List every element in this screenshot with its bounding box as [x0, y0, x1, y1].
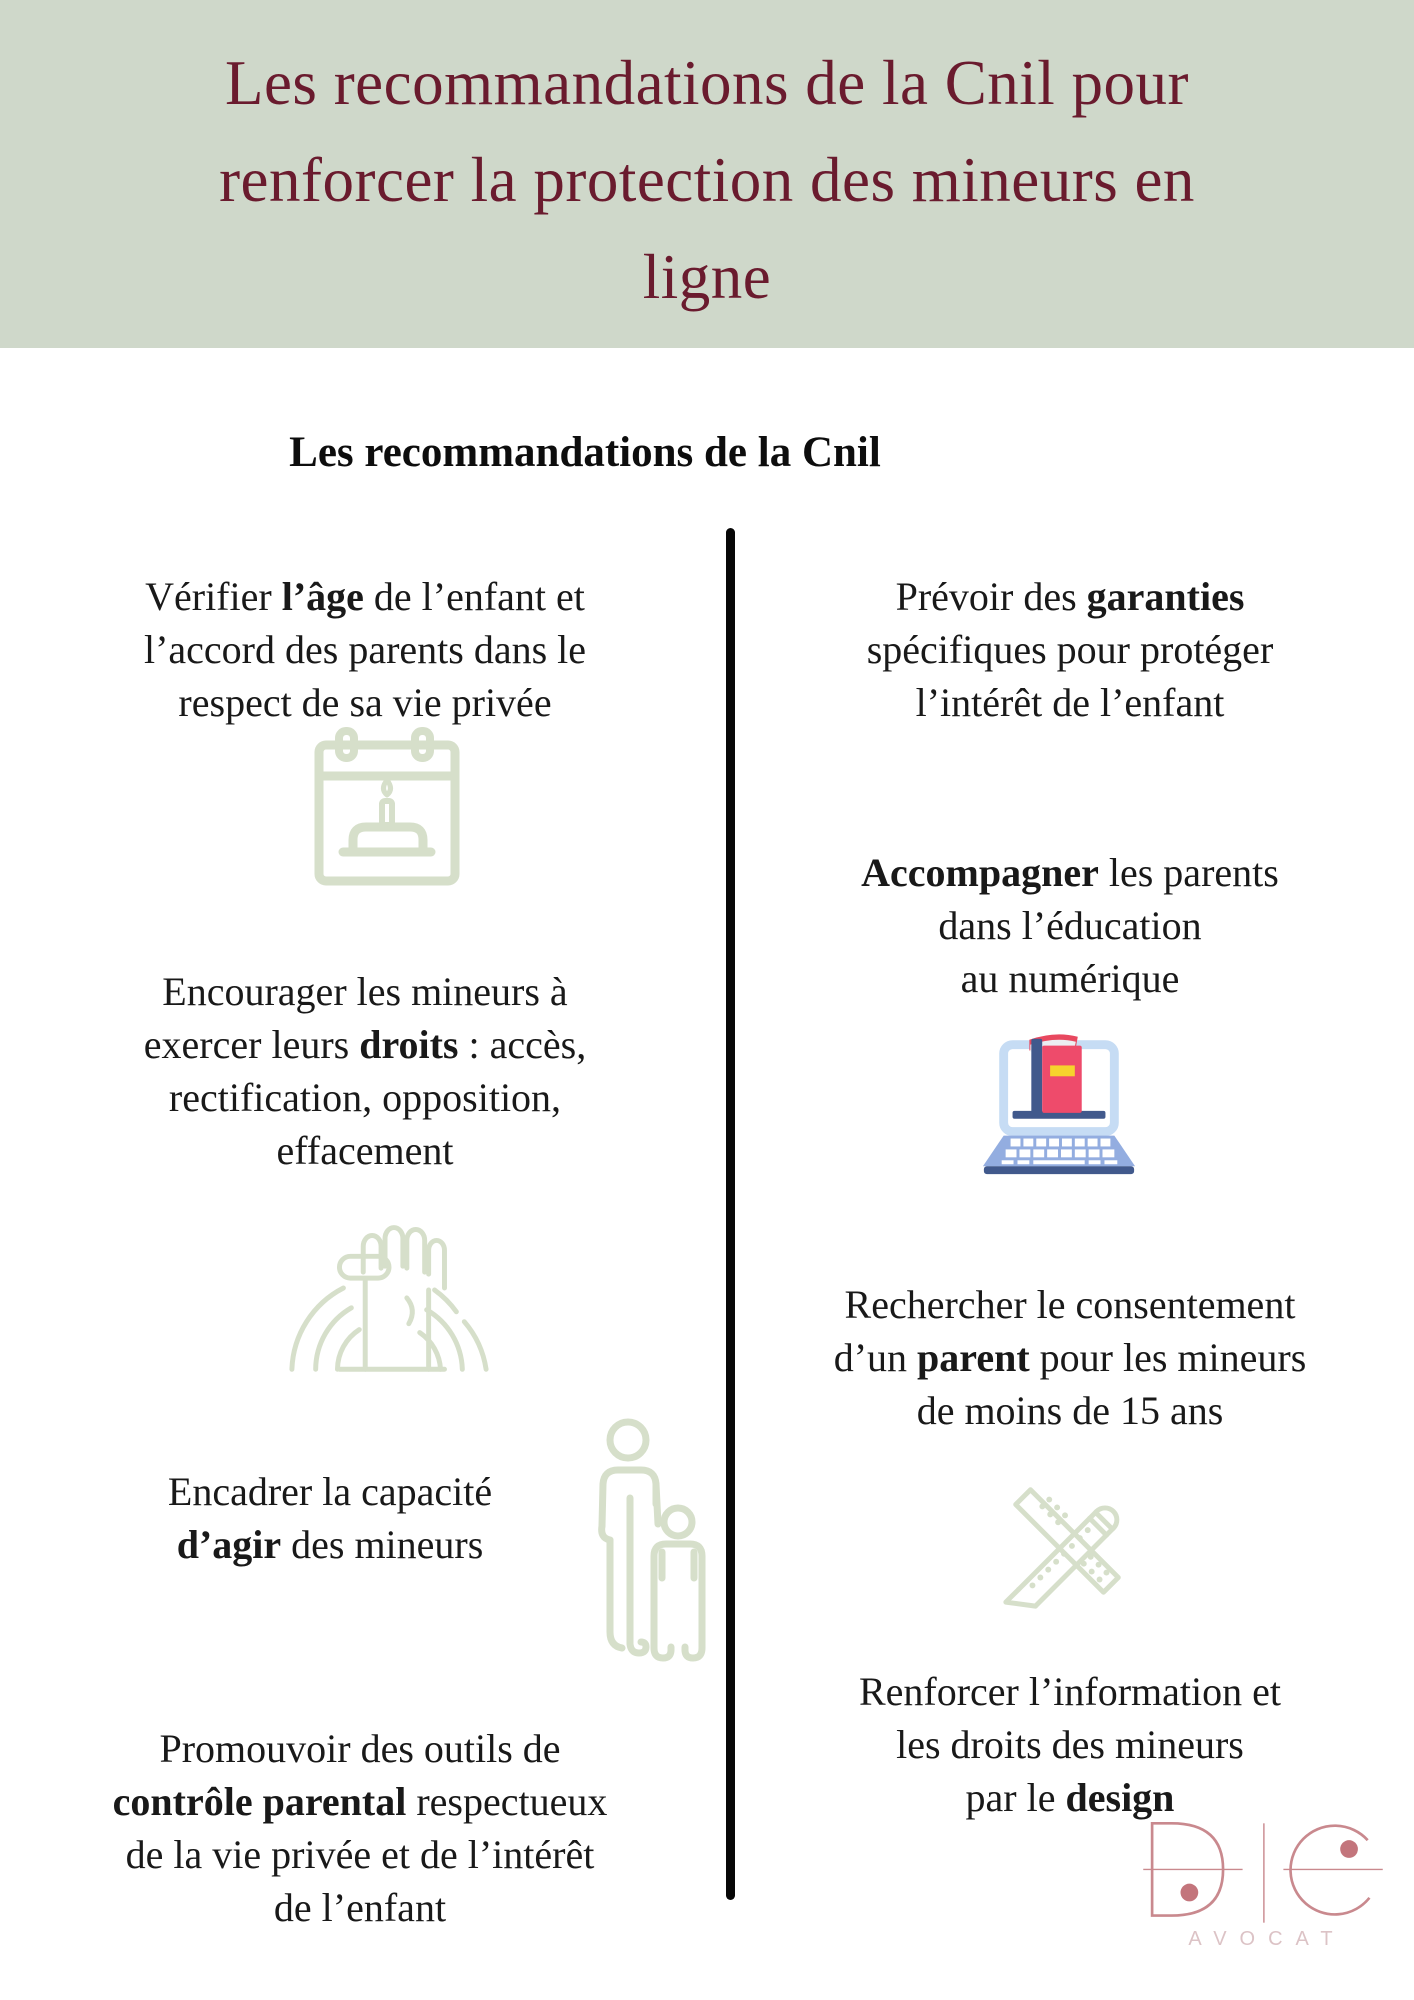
raised-fist-icon	[280, 1202, 498, 1374]
section-subtitle: Les recommandations de la Cnil	[289, 428, 881, 476]
recommendation-exercise-rights: Encourager les mineurs à exercer leurs droits : accès, rectification, opposition, effacement	[143, 969, 587, 1173]
recommendation-parental-consent: Rechercher le consentement d’un parent pour les mineurs de moins de 15 ans	[833, 1282, 1307, 1433]
recommendation-support-parents: Accompagner les parents dans l’éducation au numérique	[861, 850, 1279, 1001]
page-title: Les recommandations de la Cnil pour renforcer la protection des mineurs en ligne	[219, 47, 1195, 312]
parent-child-icon	[590, 1418, 708, 1666]
recommendation-capacity-to-act: Encadrer la capacité d’agir des mineurs	[167, 1469, 493, 1567]
dc-avocat-logo	[1128, 1818, 1398, 1928]
recommendation-parental-control-tools: Promouvoir des outils de contrôle parental respectueux de la vie privée et de l’intérêt de l’enfant	[112, 1726, 608, 1930]
recommendation-rights-by-design: Renforcer l’information et les droits des mineurs par le design	[858, 1669, 1282, 1820]
pencil-ruler-icon	[993, 1466, 1141, 1616]
logo-caption: AVOCAT	[1188, 1928, 1346, 1950]
laptop-book-icon	[975, 1018, 1143, 1182]
banner	[0, 0, 1414, 348]
logo-dot-right	[1340, 1840, 1358, 1858]
recommendation-verify-age: Vérifier l’âge de l’enfant et l’accord des parents dans le respect de sa vie privée	[143, 574, 587, 725]
recommendation-specific-guarantees: Prévoir des garanties spécifiques pour protéger l’intérêt de l’enfant	[866, 574, 1274, 725]
column-divider	[726, 528, 735, 1900]
logo-dot-left	[1181, 1884, 1199, 1902]
birthday-calendar-icon	[312, 726, 462, 888]
